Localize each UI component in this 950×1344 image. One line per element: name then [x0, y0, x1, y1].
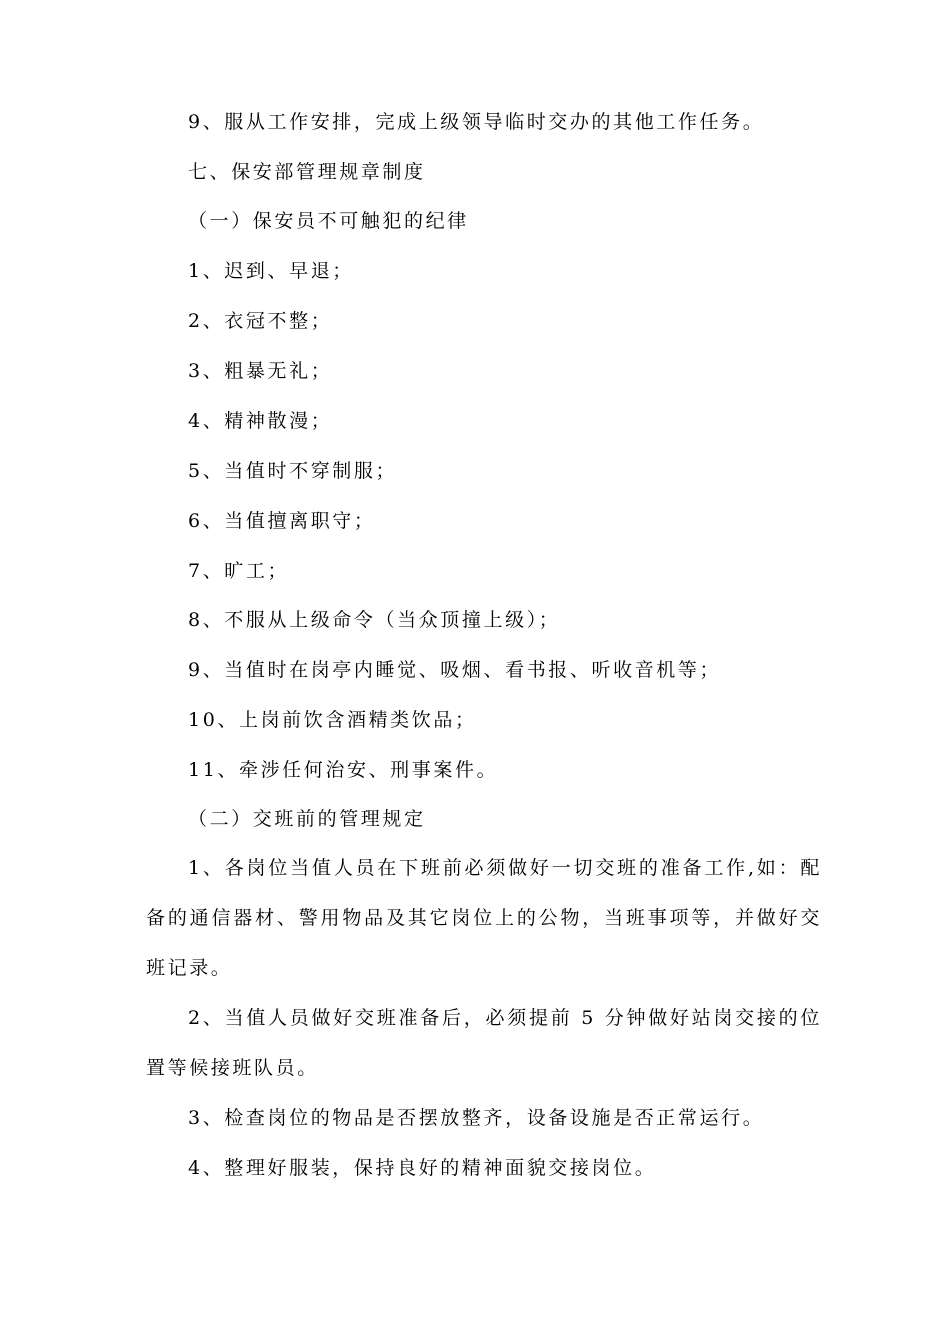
- discipline-item-1: 1、迟到、早退；: [188, 260, 354, 282]
- handover-rule-1: 1、各岗位当值人员在下班前必须做好一切交班的准备工作,如：配备的通信器材、警用物品及其它岗位上的公物，当班事项等，并做好交班记录。: [146, 857, 822, 979]
- discipline-item-6: 6、当值擅离职守；: [188, 510, 376, 532]
- duty-item-9: 9、服从工作安排，完成上级领导临时交办的其他工作任务。: [188, 111, 765, 133]
- subsection-heading-one: （一）保安员不可触犯的纪律: [188, 210, 469, 232]
- discipline-item-8: 8、不服从上级命令（当众顶撞上级）；: [188, 609, 561, 631]
- discipline-item-10: 10、上岗前饮含酒精类饮品；: [188, 709, 477, 731]
- section-heading-seven: 七、保安部管理规章制度: [188, 161, 426, 183]
- discipline-item-2: 2、衣冠不整；: [188, 310, 333, 332]
- subsection-heading-two: （二）交班前的管理规定: [188, 808, 426, 830]
- handover-rule-4: 4、整理好服装，保持良好的精神面貌交接岗位。: [188, 1157, 657, 1179]
- discipline-item-11: 11、牵涉任何治安、刑事案件。: [188, 759, 499, 781]
- discipline-item-3: 3、粗暴无礼；: [188, 360, 333, 382]
- discipline-item-9: 9、当值时在岗亭内睡觉、吸烟、看书报、听收音机等；: [188, 659, 722, 681]
- discipline-item-4: 4、精神散漫；: [188, 410, 333, 432]
- discipline-item-7: 7、旷工；: [188, 560, 290, 582]
- handover-rule-3: 3、检查岗位的物品是否摆放整齐，设备设施是否正常运行。: [188, 1107, 765, 1129]
- discipline-item-5: 5、当值时不穿制服；: [188, 460, 398, 482]
- handover-rule-2: 2、当值人员做好交班准备后，必须提前 5 分钟做好站岗交接的位置等候接班队员。: [146, 1007, 822, 1079]
